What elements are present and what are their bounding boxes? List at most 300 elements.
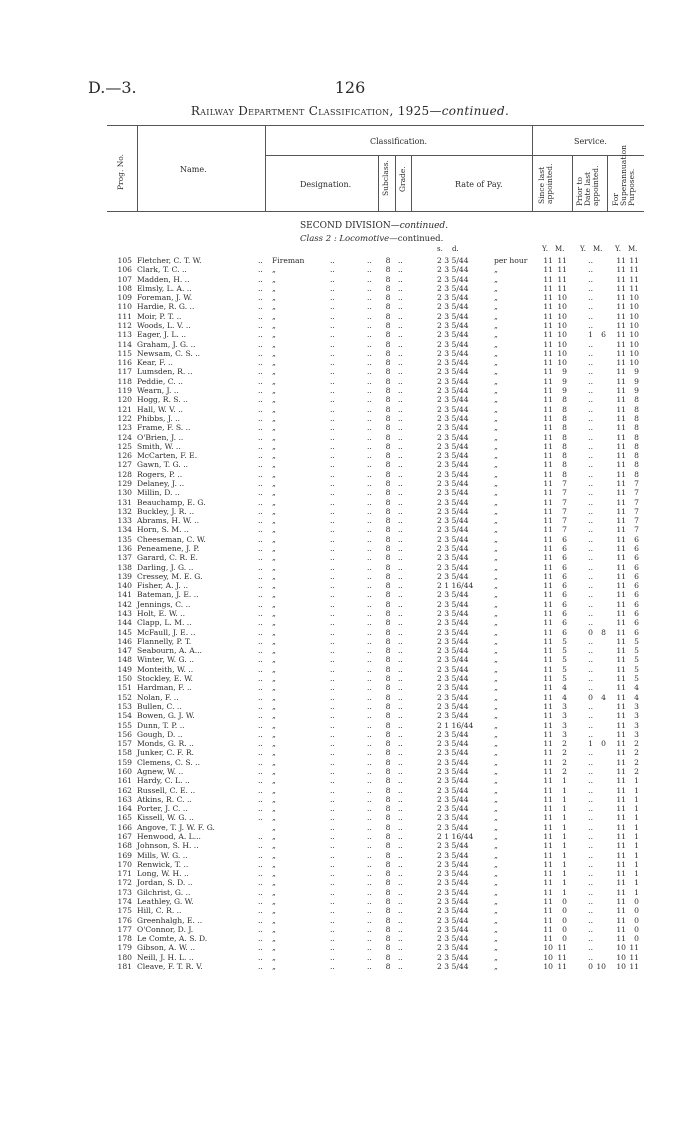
prior-years: .. (588, 599, 593, 609)
designation: „ (272, 859, 276, 869)
employee-name: Darling, J. G. .. (137, 562, 194, 572)
leader-dots: .. (367, 488, 372, 498)
leader-dots: .. (398, 590, 403, 600)
col-divider-8 (607, 155, 608, 211)
table-row (0, 433, 700, 442)
prog-number: 167 (117, 831, 132, 841)
designation: „ (272, 581, 276, 591)
since-years: 11 (543, 757, 553, 767)
prior-years: .. (588, 451, 593, 461)
leader-dots: .. (258, 311, 263, 321)
prior-years: .. (588, 358, 593, 368)
subclass: 8 (385, 674, 391, 684)
designation: „ (272, 562, 276, 572)
super-years: 11 (616, 794, 626, 804)
since-years: 11 (543, 293, 553, 303)
since-months: 6 (562, 609, 567, 619)
since-months: 7 (562, 525, 567, 535)
leader-dots: .. (367, 813, 372, 823)
employee-name: Woods, L. V. .. (137, 321, 191, 331)
leader-dots: .. (258, 581, 263, 591)
leader-dots: .. (398, 460, 403, 470)
leader-dots: .. (398, 850, 403, 860)
since-months: 6 (562, 534, 567, 544)
table-row (0, 330, 700, 339)
table-row (0, 758, 700, 767)
super-months: 11 (629, 274, 639, 284)
class-locomotive: Locomotive (339, 234, 390, 244)
pay-period: „ (494, 376, 498, 386)
pay-period: „ (494, 794, 498, 804)
super-years: 11 (616, 413, 626, 423)
leader-dots: .. (398, 794, 403, 804)
since-months: 1 (562, 831, 567, 841)
leader-dots: .. (367, 692, 372, 702)
super-months: 8 (634, 432, 639, 442)
rate-of-pay: 2 3 5/44 (437, 339, 469, 349)
since-months: 0 (562, 897, 567, 906)
employee-name: Bateman, J. E. .. (137, 590, 199, 600)
pay-period: „ (494, 674, 498, 684)
pay-period: „ (494, 330, 498, 340)
subclass: 8 (385, 906, 391, 916)
leader-dots: .. (398, 915, 403, 925)
since-years: 11 (543, 581, 553, 591)
prog-number: 115 (117, 348, 132, 358)
leader-dots: .. (367, 869, 372, 879)
class-suffix: —continued. (389, 234, 444, 244)
leader-dots: .. (398, 432, 403, 442)
subclass: 8 (385, 794, 391, 804)
leader-dots: .. (398, 897, 403, 906)
prog-number: 144 (117, 618, 132, 628)
table-row (0, 470, 700, 479)
since-months: 7 (562, 497, 567, 507)
super-months: 5 (634, 646, 639, 656)
employee-name: Smith, W. .. (137, 441, 181, 451)
leader-dots: .. (398, 367, 403, 377)
prior-years: .. (588, 302, 593, 312)
since-months: 8 (562, 432, 567, 442)
prog-number: 166 (117, 822, 132, 832)
employee-name: Bullen, C. .. (137, 701, 182, 711)
rate-of-pay: 2 3 5/44 (437, 311, 469, 321)
since-years: 11 (543, 674, 553, 684)
since-months: 1 (562, 850, 567, 860)
designation: „ (272, 748, 276, 758)
super-months: 10 (629, 348, 639, 358)
pay-period: „ (494, 831, 498, 841)
leader-dots: .. (398, 321, 403, 331)
since-months: 0 (562, 915, 567, 925)
leader-dots: .. (367, 413, 372, 423)
since-years: 11 (543, 478, 553, 488)
prior-years: .. (588, 655, 593, 665)
subclass: 8 (385, 460, 391, 470)
since-months: 11 (557, 943, 567, 953)
leader-dots: .. (258, 859, 263, 869)
table-row (0, 934, 700, 943)
designation: Fireman (272, 256, 305, 265)
leader-dots: .. (258, 748, 263, 758)
rate-of-pay: 2 3 5/44 (437, 348, 469, 358)
prog-number: 140 (117, 581, 132, 591)
employee-name: O'Brien, J. .. (137, 432, 184, 442)
prog-number: 143 (117, 609, 132, 619)
leader-dots: .. (258, 618, 263, 628)
designation: „ (272, 869, 276, 879)
subclass: 8 (385, 543, 391, 553)
prog-number: 129 (117, 478, 132, 488)
since-years: 11 (543, 664, 553, 674)
prog-number: 126 (117, 451, 132, 461)
prog-number: 128 (117, 469, 132, 479)
leader-dots: .. (398, 348, 403, 358)
prog-number: 130 (117, 488, 132, 498)
leader-dots: .. (330, 432, 335, 442)
class-prefix: Class 2 : (300, 234, 337, 244)
pay-period: „ (494, 432, 498, 442)
prog-number: 110 (117, 302, 132, 312)
subclass: 8 (385, 423, 391, 433)
since-years: 11 (543, 646, 553, 656)
leader-dots: .. (330, 655, 335, 665)
table-row (0, 711, 700, 720)
pay-period: „ (494, 516, 498, 526)
employee-name: Abrams, H. W. .. (137, 516, 200, 526)
leader-dots: .. (258, 302, 263, 312)
leader-dots: .. (367, 534, 372, 544)
since-years: 11 (543, 748, 553, 758)
designation: „ (272, 293, 276, 303)
table-row (0, 563, 700, 572)
pay-period: „ (494, 618, 498, 628)
super-years: 11 (616, 581, 626, 591)
super-months: 2 (634, 766, 639, 776)
leader-dots: .. (398, 664, 403, 674)
prog-number: 181 (117, 962, 132, 972)
table-row (0, 460, 700, 469)
prior-years: .. (588, 794, 593, 804)
prior-months: 6 (601, 330, 606, 340)
employee-name: Jennings, C. .. (137, 599, 191, 609)
prog-number: 112 (117, 321, 132, 331)
pay-period: „ (494, 887, 498, 897)
employee-name: Angove, T. J. W. F. G. (137, 822, 215, 832)
leader-dots: .. (330, 757, 335, 767)
designation: „ (272, 478, 276, 488)
prog-number: 135 (117, 534, 132, 544)
leader-dots: .. (330, 525, 335, 535)
leader-dots: .. (258, 367, 263, 377)
subclass: 8 (385, 413, 391, 423)
super-months: 11 (629, 962, 639, 972)
designation: „ (272, 636, 276, 646)
prior-years: .. (588, 813, 593, 823)
since-months: 5 (562, 674, 567, 684)
leader-dots: .. (398, 683, 403, 693)
prior-years: .. (588, 831, 593, 841)
leader-dots: .. (258, 915, 263, 925)
rate-of-pay: 2 3 5/44 (437, 757, 469, 767)
pay-period: „ (494, 367, 498, 377)
leader-dots: .. (330, 636, 335, 646)
designation: „ (272, 283, 276, 293)
leader-dots: .. (398, 655, 403, 665)
leader-dots: .. (398, 711, 403, 721)
prog-number: 145 (117, 627, 132, 637)
leader-dots: .. (367, 943, 372, 953)
super-years: 11 (616, 543, 626, 553)
super-months: 4 (634, 683, 639, 693)
leader-dots: .. (330, 451, 335, 461)
super-years: 11 (616, 451, 626, 461)
leader-dots: .. (398, 924, 403, 934)
rate-of-pay: 2 3 5/44 (437, 859, 469, 869)
leader-dots: .. (367, 878, 372, 888)
since-years: 11 (543, 813, 553, 823)
employee-name: McCarten, F. E. (137, 451, 198, 461)
prior-years: .. (588, 553, 593, 563)
since-months: 8 (562, 404, 567, 414)
prog-number: 123 (117, 423, 132, 433)
pay-period: „ (494, 943, 498, 953)
super-years: 11 (616, 478, 626, 488)
leader-dots: .. (330, 962, 335, 972)
prog-number: 132 (117, 506, 132, 516)
pay-period: „ (494, 692, 498, 702)
rate-of-pay: 2 3 5/44 (437, 813, 469, 823)
super-months: 8 (634, 451, 639, 461)
subclass: 8 (385, 655, 391, 665)
designation: „ (272, 516, 276, 526)
leader-dots: .. (330, 627, 335, 637)
leader-dots: .. (367, 302, 372, 312)
pay-period: „ (494, 283, 498, 293)
employee-name: Bowen, G. J. W. (137, 711, 195, 721)
unit-shillings: s. (437, 245, 443, 253)
leader-dots: .. (398, 757, 403, 767)
employee-name: Flannelly, P. T. (137, 636, 192, 646)
leader-dots: .. (258, 757, 263, 767)
employee-name: Leathley, G. W. (137, 897, 194, 906)
leader-dots: .. (258, 516, 263, 526)
leader-dots: .. (330, 516, 335, 526)
leader-dots: .. (398, 599, 403, 609)
designation: „ (272, 962, 276, 972)
leader-dots: .. (398, 395, 403, 405)
super-months: 1 (634, 822, 639, 832)
leader-dots: .. (367, 274, 372, 284)
leader-dots: .. (367, 348, 372, 358)
leader-dots: .. (330, 776, 335, 786)
employee-name: Le Comte, A. S. D. (137, 934, 208, 944)
since-years: 11 (543, 897, 553, 906)
leader-dots: .. (258, 952, 263, 962)
leader-dots: .. (398, 302, 403, 312)
designation: „ (272, 785, 276, 795)
pay-period: „ (494, 859, 498, 869)
leader-dots: .. (258, 776, 263, 786)
prog-number: 133 (117, 516, 132, 526)
employee-name: Porter, J. C. .. (137, 804, 188, 814)
prog-number: 149 (117, 664, 132, 674)
super-years: 11 (616, 432, 626, 442)
designation: „ (272, 367, 276, 377)
since-months: 11 (557, 265, 567, 275)
pay-period: „ (494, 850, 498, 860)
prior-years: .. (588, 432, 593, 442)
since-months: 8 (562, 460, 567, 470)
leader-dots: .. (258, 256, 263, 265)
prior-years: .. (588, 283, 593, 293)
section-title-continued: continued. (399, 221, 449, 231)
leader-dots: .. (367, 506, 372, 516)
since-months: 7 (562, 478, 567, 488)
super-years: 11 (616, 460, 626, 470)
subclass: 8 (385, 757, 391, 767)
leader-dots: .. (398, 841, 403, 851)
rate-of-pay: 2 3 5/44 (437, 618, 469, 628)
leader-dots: .. (258, 293, 263, 303)
leader-dots: .. (398, 497, 403, 507)
rate-of-pay: 2 3 5/44 (437, 525, 469, 535)
table-row (0, 581, 700, 590)
super-years: 11 (616, 804, 626, 814)
leader-dots: .. (367, 311, 372, 321)
super-months: 1 (634, 785, 639, 795)
leader-dots: .. (330, 413, 335, 423)
leader-dots: .. (367, 543, 372, 553)
designation: „ (272, 618, 276, 628)
table-row (0, 841, 700, 850)
designation: „ (272, 497, 276, 507)
leader-dots: .. (330, 766, 335, 776)
prior-years: .. (588, 543, 593, 553)
leader-dots: .. (330, 934, 335, 944)
designation: „ (272, 330, 276, 340)
table-row (0, 730, 700, 739)
subclass: 8 (385, 516, 391, 526)
pay-period: „ (494, 748, 498, 758)
pay-period: „ (494, 924, 498, 934)
since-months: 10 (557, 330, 567, 340)
super-months: 10 (629, 293, 639, 303)
since-years: 11 (543, 683, 553, 693)
pay-period: „ (494, 543, 498, 553)
employee-name: Mills, W. G. .. (137, 850, 188, 860)
table-row (0, 302, 700, 311)
employee-name: Clark, T. C. .. (137, 265, 187, 275)
prior-years: .. (588, 497, 593, 507)
prog-number: 174 (117, 897, 132, 906)
table-row (0, 312, 700, 321)
pay-period: „ (494, 404, 498, 414)
leader-dots: .. (398, 748, 403, 758)
rate-of-pay: 2 3 5/44 (437, 804, 469, 814)
document-code: D.—3. (88, 78, 137, 97)
super-months: 1 (634, 850, 639, 860)
leader-dots: .. (330, 692, 335, 702)
employee-name: Agnew, W. .. (137, 766, 184, 776)
table-row (0, 451, 700, 460)
prior-years: .. (588, 701, 593, 711)
rate-of-pay: 2 3 5/44 (437, 274, 469, 284)
table-row (0, 395, 700, 404)
pay-period: „ (494, 302, 498, 312)
super-months: 6 (634, 571, 639, 581)
leader-dots: .. (330, 841, 335, 851)
subclass: 8 (385, 664, 391, 674)
subclass: 8 (385, 497, 391, 507)
rate-of-pay: 2 3 5/44 (437, 794, 469, 804)
leader-dots: .. (367, 562, 372, 572)
super-years: 11 (616, 664, 626, 674)
employee-name: Newsam, C. S. .. (137, 348, 201, 358)
prior-years: .. (588, 618, 593, 628)
rate-of-pay: 2 3 5/44 (437, 887, 469, 897)
subclass: 8 (385, 618, 391, 628)
super-years: 11 (616, 934, 626, 944)
pay-period: „ (494, 906, 498, 916)
subclass: 8 (385, 934, 391, 944)
designation: „ (272, 627, 276, 637)
since-years: 11 (543, 711, 553, 721)
employee-name: Dunn, T. P. .. (137, 720, 185, 730)
leader-dots: .. (258, 525, 263, 535)
leader-dots: .. (367, 581, 372, 591)
prog-number: 175 (117, 906, 132, 916)
leader-dots: .. (258, 794, 263, 804)
super-months: 11 (629, 265, 639, 275)
rate-of-pay: 2 3 5/44 (437, 590, 469, 600)
leader-dots: .. (258, 683, 263, 693)
since-years: 11 (543, 655, 553, 665)
employee-name: Cheeseman, C. W. (137, 534, 206, 544)
prog-number: 122 (117, 413, 132, 423)
prior-years: .. (588, 924, 593, 934)
table-row (0, 600, 700, 609)
leader-dots: .. (367, 831, 372, 841)
designation: „ (272, 822, 276, 832)
employee-name: Beauchamp, E. G. (137, 497, 206, 507)
since-years: 11 (543, 692, 553, 702)
since-years: 11 (543, 804, 553, 814)
designation: „ (272, 395, 276, 405)
super-months: 8 (634, 441, 639, 451)
prior-years: .. (588, 906, 593, 916)
subclass: 8 (385, 831, 391, 841)
since-years: 11 (543, 701, 553, 711)
header-prior-to: Prior to Date last appointed. (575, 165, 600, 206)
rate-of-pay: 2 3 5/44 (437, 609, 469, 619)
super-years: 11 (616, 497, 626, 507)
leader-dots: .. (367, 423, 372, 433)
employee-name: Gawn, T. G. .. (137, 460, 189, 470)
super-months: 6 (634, 581, 639, 591)
super-years: 11 (616, 850, 626, 860)
table-row (0, 507, 700, 516)
rate-of-pay: 2 3 5/44 (437, 376, 469, 386)
since-years: 11 (543, 590, 553, 600)
leader-dots: .. (367, 283, 372, 293)
pay-period: „ (494, 869, 498, 879)
prior-years: .. (588, 525, 593, 535)
leader-dots: .. (258, 692, 263, 702)
since-months: 5 (562, 664, 567, 674)
rate-of-pay: 2 3 5/44 (437, 674, 469, 684)
leader-dots: .. (398, 887, 403, 897)
